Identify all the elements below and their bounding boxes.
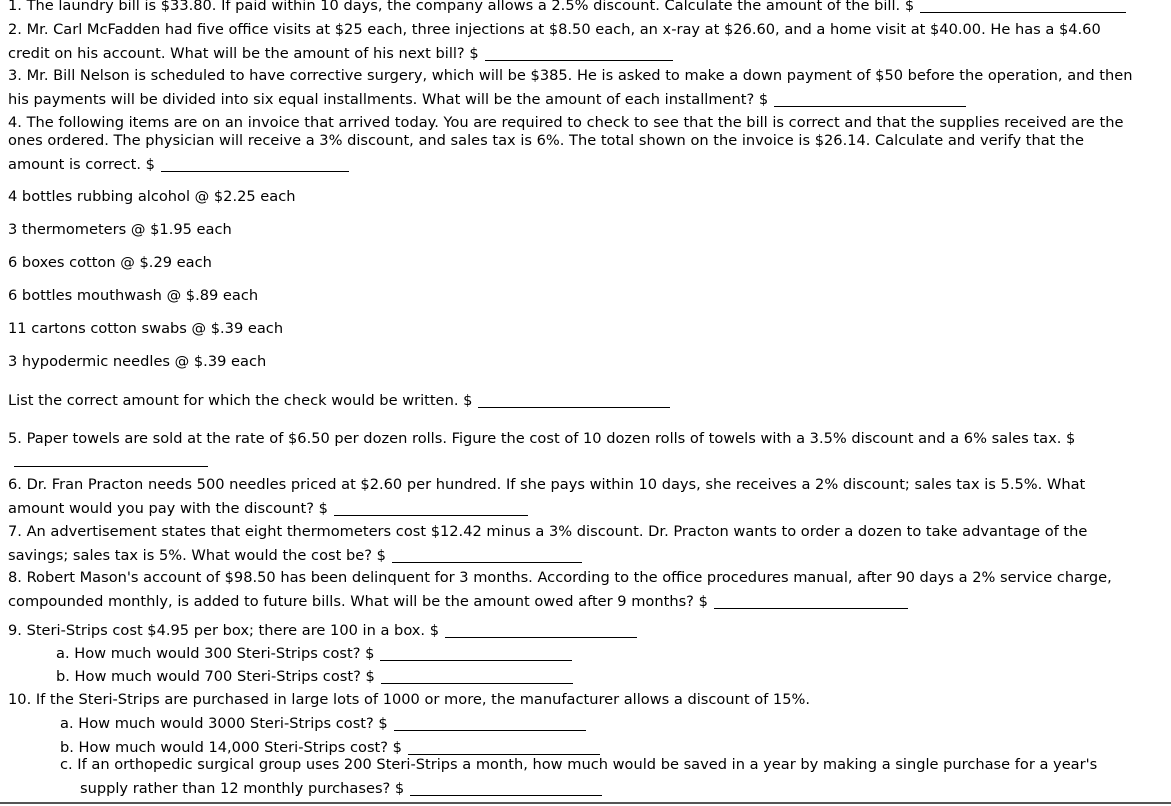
answer-blank-1[interactable] <box>920 12 1126 13</box>
question-4-text-c: amount is correct. $ <box>8 156 155 173</box>
invoice-item-text: 6 bottles mouthwash @ $.89 each <box>8 287 259 304</box>
question-10c-line-b <box>80 780 602 798</box>
question-10a-line <box>60 715 586 733</box>
question-9b-text: b. How much would 700 Steri-Strips cost? $ <box>56 668 375 685</box>
question-6-line-a <box>8 476 1085 494</box>
answer-blank-8[interactable] <box>714 608 908 609</box>
question-10c-text-a: c. If an orthopedic surgical group uses 200 Steri-Strips a month, how much would be saved in a year by making a single purchase for a year's <box>60 756 1098 773</box>
question-7-line-a <box>8 523 1087 541</box>
question-8-line-a <box>8 569 1112 587</box>
question-2-text-a: 2. Mr. Carl McFadden had five office visits at $25 each, three injections at $8.50 each, an x-ray at $26.60, and a home visit at $40.00. He has a $4.60 <box>8 21 1101 38</box>
answer-blank-check[interactable] <box>478 407 670 408</box>
question-4-text-a: 4. The following items are on an invoice that arrived today. You are required to check to see that the bill is correct and that the supplies received are the <box>8 114 1124 131</box>
answer-blank-10c[interactable] <box>410 795 602 796</box>
answer-blank-9[interactable] <box>445 637 637 638</box>
question-2-text-b: credit on his account. What will be the amount of his next bill? $ <box>8 45 479 62</box>
question-9-line <box>8 622 637 640</box>
question-3-text-a: 3. Mr. Bill Nelson is scheduled to have corrective surgery, which will be $385. He is asked to make a down payment of $50 before the operation, and then <box>8 67 1133 84</box>
answer-blank-2[interactable] <box>485 60 673 61</box>
question-9-text: 9. Steri-Strips cost $4.95 per box; there are 100 in a box. $ <box>8 622 439 639</box>
invoice-item <box>8 254 212 272</box>
question-7-line-b <box>8 547 582 565</box>
question-5-text: 5. Paper towels are sold at the rate of $6.50 per dozen rolls. Figure the cost of 10 dozen rolls of towels with a 3.5% discount and a 6% sales tax. $ <box>8 430 1076 447</box>
invoice-item <box>8 353 266 371</box>
question-9a-line <box>56 645 572 663</box>
question-8-line-b <box>8 593 908 611</box>
answer-blank-6[interactable] <box>334 515 528 516</box>
invoice-item <box>8 221 232 239</box>
answer-blank-3[interactable] <box>774 106 966 107</box>
invoice-item-text: 4 bottles rubbing alcohol @ $2.25 each <box>8 188 296 205</box>
question-1-line <box>8 0 1126 15</box>
answer-blank-9b[interactable] <box>381 683 573 684</box>
question-8-text-b: compounded monthly, is added to future bills. What will be the amount owed after 9 months? $ <box>8 593 708 610</box>
question-6-text-b: amount would you pay with the discount? $ <box>8 500 328 517</box>
question-4-line-c <box>8 156 349 174</box>
answer-blank-10b[interactable] <box>408 754 600 755</box>
question-2-line-b <box>8 45 673 63</box>
question-4-line-b <box>8 132 1084 150</box>
invoice-item-text: 11 cartons cotton swabs @ $.39 each <box>8 320 284 337</box>
question-6-line-b <box>8 500 528 518</box>
answer-blank-7[interactable] <box>392 562 582 563</box>
question-4-text-b: ones ordered. The physician will receive a 3% discount, and sales tax is 6%. The total shown on the invoice is $26.14. Calculate and verify that the <box>8 132 1084 149</box>
question-10-text: 10. If the Steri-Strips are purchased in large lots of 1000 or more, the manufacturer allows a discount of 15%. <box>8 691 810 708</box>
question-7-text-a: 7. An advertisement states that eight thermometers cost $12.42 minus a 3% discount. Dr. Practon wants to order a dozen to take advantage of the <box>8 523 1088 540</box>
question-10-line <box>8 691 810 709</box>
question-7-text-b: savings; sales tax is 5%. What would the cost be? $ <box>8 547 386 564</box>
question-8-text-a: 8. Robert Mason's account of $98.50 has been delinquent for 3 months. According to the office procedures manual, after 90 days a 2% service charge, <box>8 569 1112 586</box>
question-10c-line-a <box>60 756 1097 774</box>
question-1-text: 1. The laundry bill is $33.80. If paid within 10 days, the company allows a 2.5% discount. Calculate the amount of the bill. $ <box>8 0 915 14</box>
question-10b-text: b. How much would 14,000 Steri-Strips cost? $ <box>60 739 402 756</box>
invoice-item <box>8 320 283 338</box>
invoice-item <box>8 188 296 206</box>
question-10a-text: a. How much would 3000 Steri-Strips cost? $ <box>60 715 388 732</box>
question-9b-line <box>56 668 573 686</box>
question-4-line-a <box>8 114 1124 132</box>
question-6-text-a: 6. Dr. Fran Practon needs 500 needles priced at $2.60 per hundred. If she pays within 10 days, she receives a 2% discount; sales tax is 5.5%. What <box>8 476 1086 493</box>
question-10b-line <box>60 739 600 757</box>
invoice-item <box>8 287 258 305</box>
answer-blank-4[interactable] <box>161 171 349 172</box>
answer-blank-10a[interactable] <box>394 730 586 731</box>
invoice-item-text: 3 thermometers @ $1.95 each <box>8 221 232 238</box>
question-5-line <box>8 430 1075 448</box>
question-3-text-b: his payments will be divided into six equal installments. What will be the amount of each installment? $ <box>8 91 769 108</box>
check-amount-line <box>8 392 670 410</box>
bottom-divider <box>0 802 1171 804</box>
question-3-line-b <box>8 91 966 109</box>
question-9a-text: a. How much would 300 Steri-Strips cost? $ <box>56 645 375 662</box>
question-2-line-a <box>8 21 1101 39</box>
invoice-item-text: 3 hypodermic needles @ $.39 each <box>8 353 267 370</box>
answer-blank-5[interactable] <box>14 466 208 467</box>
question-3-line-a <box>8 67 1133 85</box>
question-10c-text-b: supply rather than 12 monthly purchases? $ <box>80 780 405 797</box>
answer-blank-9a[interactable] <box>380 660 572 661</box>
check-amount-text: List the correct amount for which the check would be written. $ <box>8 392 473 409</box>
invoice-item-text: 6 boxes cotton @ $.29 each <box>8 254 212 271</box>
